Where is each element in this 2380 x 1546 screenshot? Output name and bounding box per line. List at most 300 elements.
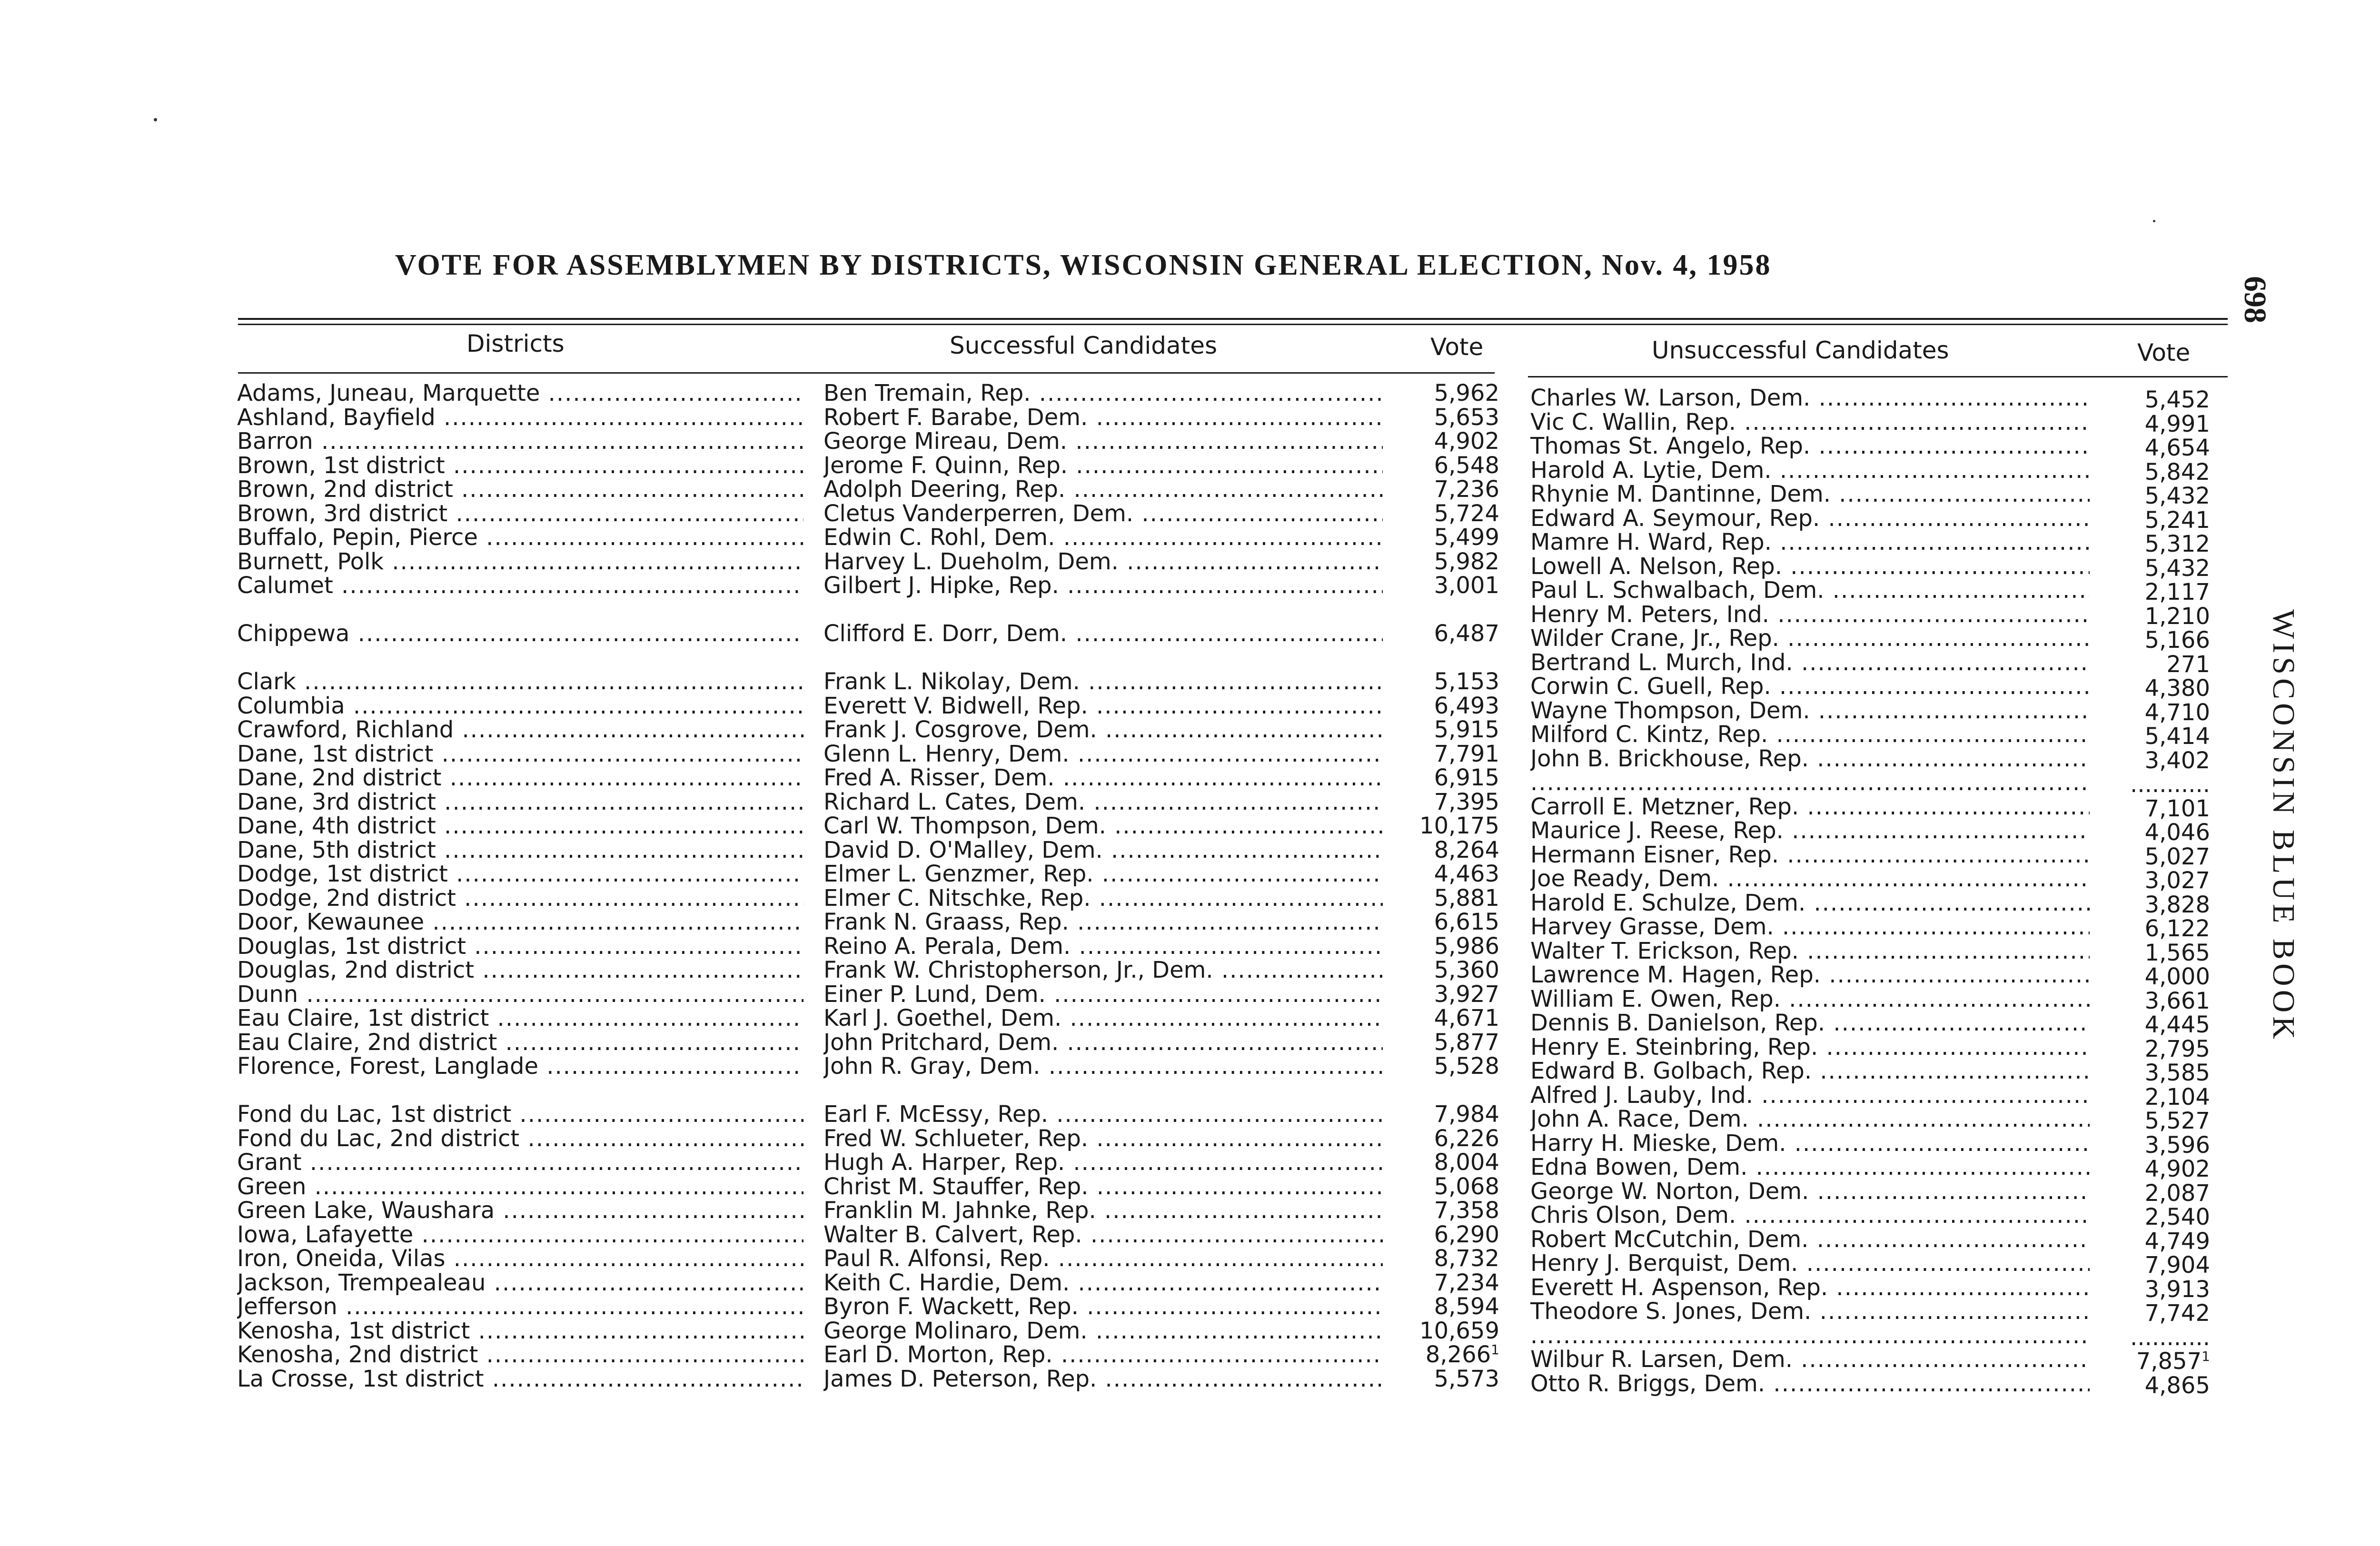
successful-vote-cell bbox=[1390, 669, 1499, 694]
district-cell-text: Calumet bbox=[237, 573, 333, 598]
table-row bbox=[0, 837, 2380, 869]
footnote-marker: 1 bbox=[2202, 1349, 2210, 1364]
unsuccessful-candidate-cell-text: Lowell A. Nelson, Rep. bbox=[1530, 554, 1783, 579]
successful-vote-cell-text: 6,615 bbox=[1434, 910, 1499, 934]
successful-vote-cell-text: 7,791 bbox=[1434, 741, 1499, 766]
page-speck bbox=[2153, 220, 2155, 222]
district-cell-text: Douglas, 1st district bbox=[237, 933, 466, 959]
successful-vote-cell bbox=[1390, 1367, 1499, 1391]
successful-vote-cell bbox=[1390, 813, 1499, 838]
unsuccessful-vote-cell-text: 7,101 bbox=[2144, 796, 2210, 821]
successful-candidate-cell bbox=[823, 1270, 1383, 1295]
table-row bbox=[0, 765, 2380, 797]
successful-candidate-cell bbox=[823, 621, 1383, 646]
successful-candidate-cell-text: Ben Tremain, Rep. bbox=[823, 381, 1031, 406]
table-row bbox=[0, 1174, 2380, 1206]
unsuccessful-candidate-cell-text: Hermann Eisner, Rep. bbox=[1530, 842, 1779, 867]
unsuccessful-vote-cell-text: 2,795 bbox=[2144, 1036, 2210, 1061]
unsuccessful-vote-cell-text: 3,596 bbox=[2144, 1132, 2210, 1158]
successful-candidate-cell-text: Keith C. Hardie, Dem. bbox=[823, 1270, 1070, 1295]
successful-vote-cell-text: 10,175 bbox=[1419, 813, 1499, 838]
successful-candidate-cell-text: Carl W. Thompson, Dem. bbox=[823, 813, 1106, 838]
district-cell-text: Green bbox=[237, 1174, 307, 1199]
successful-candidate-cell bbox=[823, 934, 1383, 959]
successful-vote-cell-text: 8,004 bbox=[1434, 1150, 1499, 1175]
successful-candidate-cell bbox=[823, 1342, 1383, 1367]
successful-vote-cell-text: 8,266 bbox=[1425, 1342, 1491, 1367]
successful-candidate-cell bbox=[823, 405, 1383, 430]
successful-candidate-cell-text: Byron F. Wackett, Rep. bbox=[823, 1294, 1079, 1319]
header-rule-left bbox=[238, 372, 1495, 374]
successful-candidate-cell-text: Fred A. Risser, Dem. bbox=[823, 765, 1055, 790]
unsuccessful-candidate-cell-text: Otto R. Briggs, Dem. bbox=[1530, 1371, 1765, 1396]
district-cell-text: Dane, 5th district bbox=[237, 837, 436, 862]
unsuccessful-vote-cell-text: 3,027 bbox=[2144, 868, 2210, 893]
unsuccessful-vote-cell-text: 4,380 bbox=[2144, 676, 2210, 701]
unsuccessful-candidate-cell-text: Milford C. Kintz, Rep. bbox=[1530, 722, 1768, 747]
header-vote-successful: Vote bbox=[1430, 333, 1484, 361]
successful-candidate-cell-text: Jerome F. Quinn, Rep. bbox=[823, 453, 1068, 478]
successful-candidate-cell-text: Glenn L. Henry, Dem. bbox=[823, 741, 1070, 766]
successful-candidate-cell bbox=[823, 958, 1383, 982]
successful-vote-cell bbox=[1390, 477, 1499, 502]
district-cell bbox=[237, 405, 803, 430]
district-cell-text: Crawford, Richland bbox=[237, 717, 454, 742]
district-cell bbox=[237, 1126, 803, 1151]
unsuccessful-candidate-cell-text: Everett H. Aspenson, Rep. bbox=[1530, 1275, 1828, 1300]
successful-candidate-cell-text: Karl J. Goethel, Dem. bbox=[823, 1006, 1062, 1031]
unsuccessful-candidate-cell-text: Paul L. Schwalbach, Dem. bbox=[1530, 578, 1825, 603]
table-row bbox=[0, 1294, 2380, 1326]
successful-candidate-cell bbox=[823, 1246, 1383, 1271]
successful-vote-cell-text: 6,226 bbox=[1434, 1126, 1499, 1151]
successful-vote-cell-text: 7,984 bbox=[1434, 1102, 1499, 1127]
table-row bbox=[0, 669, 2380, 701]
unsuccessful-candidate-cell-text: Edward A. Seymour, Rep. bbox=[1530, 505, 1820, 531]
unsuccessful-candidate-cell-text: Robert McCutchin, Dem. bbox=[1530, 1227, 1809, 1252]
district-cell-text: Iron, Oneida, Vilas bbox=[237, 1246, 446, 1271]
unsuccessful-vote-cell-text: 5,842 bbox=[2144, 459, 2210, 485]
unsuccessful-vote-cell-text: 1,565 bbox=[2144, 940, 2210, 965]
table-row bbox=[0, 573, 2380, 605]
district-cell-text: Eau Claire, 1st district bbox=[237, 1006, 489, 1031]
unsuccessful-vote-cell-text: 3,661 bbox=[2144, 988, 2210, 1013]
successful-vote-cell bbox=[1390, 838, 1499, 862]
successful-candidate-cell-text: Robert F. Barabe, Dem. bbox=[823, 405, 1088, 430]
unsuccessful-vote-cell-text: 4,445 bbox=[2144, 1012, 2210, 1037]
successful-candidate-cell bbox=[823, 453, 1383, 478]
successful-candidate-cell-text: Gilbert J. Hipke, Rep. bbox=[823, 573, 1059, 598]
header-rule-right bbox=[1528, 376, 2228, 377]
table-row bbox=[0, 501, 2380, 533]
district-cell-text: Clark bbox=[237, 669, 296, 694]
successful-candidate-cell-text: Frank N. Graass, Rep. bbox=[823, 910, 1069, 934]
district-cell bbox=[237, 910, 803, 934]
successful-candidate-cell-text: Frank W. Christopherson, Jr., Dem. bbox=[823, 958, 1213, 982]
table-row bbox=[0, 477, 2380, 508]
unsuccessful-candidate-cell-text: Lawrence M. Hagen, Rep. bbox=[1530, 962, 1821, 987]
successful-vote-cell bbox=[1390, 694, 1499, 718]
unsuccessful-vote-cell-text: 5,432 bbox=[2144, 555, 2210, 581]
unsuccessful-candidate-cell-text: Corwin C. Guell, Rep. bbox=[1530, 674, 1771, 699]
district-cell bbox=[237, 1030, 803, 1055]
successful-vote-cell-text: 7,234 bbox=[1434, 1270, 1499, 1295]
successful-candidate-cell-text: Earl F. McEssy, Rep. bbox=[823, 1102, 1049, 1127]
successful-candidate-cell bbox=[823, 765, 1383, 790]
successful-vote-cell-text: 5,653 bbox=[1434, 405, 1499, 430]
district-cell bbox=[237, 1198, 803, 1223]
successful-candidate-cell-text: Adolph Deering, Rep. bbox=[823, 477, 1066, 502]
successful-candidate-cell-text: Paul R. Alfonsi, Rep. bbox=[823, 1246, 1050, 1271]
unsuccessful-vote-cell-text: 5,312 bbox=[2144, 532, 2210, 556]
successful-vote-cell bbox=[1390, 934, 1499, 959]
unsuccessful-vote-cell-text: 7,904 bbox=[2144, 1253, 2210, 1278]
successful-vote-cell-text: 5,986 bbox=[1434, 933, 1499, 959]
successful-vote-cell-text: 5,881 bbox=[1434, 885, 1499, 911]
table-row bbox=[0, 981, 2380, 1013]
district-cell bbox=[237, 573, 803, 598]
unsuccessful-candidate-cell-text: Bertrand L. Murch, Ind. bbox=[1530, 650, 1793, 675]
successful-vote-cell-text: 6,548 bbox=[1434, 453, 1499, 478]
successful-candidate-cell bbox=[823, 742, 1383, 766]
successful-candidate-cell-text: George Mireau, Dem. bbox=[823, 429, 1068, 454]
successful-candidate-cell bbox=[823, 982, 1383, 1007]
table-row bbox=[0, 1150, 2380, 1181]
successful-candidate-cell bbox=[823, 1030, 1383, 1055]
district-cell-text: Brown, 3rd district bbox=[237, 501, 448, 526]
successful-candidate-cell bbox=[823, 1294, 1383, 1319]
successful-candidate-cell bbox=[823, 1222, 1383, 1247]
successful-vote-cell-text: 5,573 bbox=[1434, 1366, 1499, 1391]
table-row bbox=[0, 1366, 2380, 1398]
successful-vote-cell bbox=[1390, 1174, 1499, 1199]
table-row bbox=[0, 1102, 2380, 1133]
unsuccessful-candidate-cell-text: Harold A. Lytie, Dem. bbox=[1530, 457, 1772, 483]
table-row bbox=[0, 1030, 2380, 1061]
unsuccessful-candidate-cell-text: Walter T. Erickson, Rep. bbox=[1530, 938, 1799, 963]
table-row bbox=[0, 429, 2380, 460]
successful-vote-cell bbox=[1390, 549, 1499, 574]
successful-candidate-cell-text: Richard L. Cates, Dem. bbox=[823, 789, 1086, 814]
successful-vote-cell bbox=[1390, 717, 1499, 742]
district-cell-text: La Crosse, 1st district bbox=[237, 1366, 484, 1391]
successful-vote-cell-text: 5,982 bbox=[1434, 549, 1499, 574]
successful-candidate-cell-text: Harvey L. Dueholm, Dem. bbox=[823, 549, 1119, 574]
district-cell bbox=[237, 1270, 803, 1295]
district-cell bbox=[237, 1150, 803, 1175]
successful-candidate-cell-text: Reino A. Perala, Dem. bbox=[823, 933, 1071, 959]
successful-vote-cell-text: 10,659 bbox=[1419, 1318, 1499, 1343]
successful-candidate-cell-text: Franklin M. Jahnke, Rep. bbox=[823, 1198, 1096, 1223]
unsuccessful-candidate-cell-text: John A. Race, Dem. bbox=[1530, 1107, 1749, 1131]
running-head-book-title: WISCONSIN BLUE BOOK bbox=[2266, 609, 2301, 1043]
successful-candidate-cell bbox=[823, 573, 1383, 598]
successful-candidate-cell-text: Clifford E. Dorr, Dem. bbox=[823, 621, 1068, 646]
table-row bbox=[0, 862, 2380, 893]
unsuccessful-candidate-cell-text: Harvey Grasse, Dem. bbox=[1530, 914, 1774, 939]
successful-candidate-cell bbox=[823, 1198, 1383, 1223]
unsuccessful-vote-cell-text: 2,087 bbox=[2144, 1180, 2210, 1206]
unsuccessful-vote-cell-text: 5,166 bbox=[2144, 628, 2210, 653]
unsuccessful-vote-cell-text: 5,432 bbox=[2144, 484, 2210, 508]
district-cell bbox=[237, 477, 803, 502]
unsuccessful-vote-cell-text: 1,210 bbox=[2144, 604, 2210, 629]
successful-vote-cell bbox=[1390, 1246, 1499, 1271]
table-row bbox=[0, 885, 2380, 917]
unsuccessful-candidate-cell-text: Rhynie M. Dantinne, Dem. bbox=[1530, 482, 1831, 506]
successful-vote-cell-text: 7,236 bbox=[1434, 477, 1499, 502]
successful-candidate-cell-text: Elmer L. Genzmer, Rep. bbox=[823, 862, 1094, 886]
successful-vote-cell-text: 8,594 bbox=[1434, 1294, 1499, 1319]
unsuccessful-candidate-cell-text: Maurice J. Reese, Rep. bbox=[1530, 818, 1784, 843]
successful-vote-cell-text: 3,001 bbox=[1434, 573, 1499, 598]
successful-vote-cell bbox=[1390, 1054, 1499, 1079]
unsuccessful-vote-cell-text: 4,000 bbox=[2144, 964, 2210, 989]
unsuccessful-vote-cell-text: 4,710 bbox=[2144, 700, 2210, 725]
district-cell-text: Buffalo, Pepin, Pierce bbox=[237, 525, 478, 550]
successful-vote-cell bbox=[1390, 453, 1499, 478]
unsuccessful-candidate-cell-text: Henry J. Berquist, Dem. bbox=[1530, 1251, 1798, 1276]
district-cell-text: Green Lake, Waushara bbox=[237, 1198, 495, 1223]
table-row bbox=[0, 1126, 2380, 1158]
successful-vote-cell bbox=[1390, 982, 1499, 1007]
district-cell-text: Kenosha, 2nd district bbox=[237, 1342, 478, 1367]
successful-candidate-cell bbox=[823, 429, 1383, 454]
successful-vote-cell-text: 5,528 bbox=[1434, 1054, 1499, 1079]
successful-candidate-cell-text: Edwin C. Rohl, Dem. bbox=[823, 525, 1055, 550]
unsuccessful-vote-cell-text: 271 bbox=[2166, 652, 2210, 677]
successful-vote-cell bbox=[1390, 621, 1499, 646]
table-row bbox=[0, 1318, 2380, 1350]
unsuccessful-vote-cell-text: 3,913 bbox=[2144, 1277, 2210, 1302]
successful-vote-cell-text: 5,962 bbox=[1434, 381, 1499, 406]
table-row bbox=[0, 910, 2380, 941]
unsuccessful-vote-cell-text: 6,122 bbox=[2144, 916, 2210, 941]
table-row bbox=[0, 717, 2380, 749]
header-successful-candidates: Successful Candidates bbox=[950, 332, 1218, 359]
unsuccessful-candidate-cell bbox=[1530, 1371, 2090, 1396]
district-cell bbox=[237, 694, 803, 718]
unsuccessful-candidate-cell-text: Thomas St. Angelo, Rep. bbox=[1530, 434, 1811, 458]
unsuccessful-candidate-cell-text: Edward B. Golbach, Rep. bbox=[1530, 1059, 1812, 1083]
district-cell bbox=[237, 813, 803, 838]
district-cell-text: Chippewa bbox=[237, 621, 350, 646]
successful-vote-cell-text: 4,671 bbox=[1434, 1006, 1499, 1031]
successful-vote-cell-text: 6,487 bbox=[1434, 621, 1499, 646]
unsuccessful-candidate-cell-text: Theodore S. Jones, Dem. bbox=[1530, 1299, 1812, 1324]
successful-vote-cell bbox=[1390, 405, 1499, 430]
district-cell-text: Douglas, 2nd district bbox=[237, 958, 475, 982]
successful-vote-cell bbox=[1390, 381, 1499, 406]
table-row bbox=[0, 1078, 2380, 1110]
successful-candidate-cell bbox=[823, 1126, 1383, 1151]
successful-vote-cell-text: 5,877 bbox=[1434, 1030, 1499, 1055]
district-cell-text: Brown, 1st district bbox=[237, 453, 445, 478]
successful-vote-cell bbox=[1390, 501, 1499, 526]
district-cell-text: Brown, 2nd district bbox=[237, 477, 453, 502]
successful-candidate-cell bbox=[823, 1174, 1383, 1199]
successful-candidate-cell-text: Everett V. Bidwell, Rep. bbox=[823, 693, 1088, 718]
table-row bbox=[0, 789, 2380, 821]
successful-candidate-cell-text: Hugh A. Harper, Rep. bbox=[823, 1150, 1065, 1175]
district-cell-text: Iowa, Lafayette bbox=[237, 1222, 414, 1247]
successful-vote-cell-text: 3,927 bbox=[1434, 981, 1499, 1007]
successful-vote-cell bbox=[1390, 1270, 1499, 1295]
unsuccessful-vote-cell-text: 2,540 bbox=[2144, 1205, 2210, 1229]
successful-vote-cell bbox=[1390, 1102, 1499, 1127]
unsuccessful-vote-cell-text: 5,241 bbox=[2144, 507, 2210, 533]
successful-candidate-cell bbox=[823, 694, 1383, 718]
district-cell bbox=[237, 381, 803, 406]
successful-candidate-cell-text: Elmer C. Nitschke, Rep. bbox=[823, 885, 1091, 911]
district-cell bbox=[237, 1367, 803, 1391]
unsuccessful-candidate-cell-text: John B. Brickhouse, Rep. bbox=[1530, 746, 1809, 771]
district-cell bbox=[237, 621, 803, 646]
district-cell-text: Eau Claire, 2nd district bbox=[237, 1030, 497, 1055]
district-cell-text: Burnett, Polk bbox=[237, 549, 384, 574]
successful-vote-cell bbox=[1390, 1318, 1499, 1343]
table-row bbox=[0, 693, 2380, 725]
top-rule bbox=[238, 318, 2228, 320]
successful-vote-cell-text: 6,290 bbox=[1434, 1222, 1499, 1247]
successful-vote-cell bbox=[1390, 742, 1499, 766]
district-cell bbox=[237, 982, 803, 1007]
unsuccessful-vote-cell-text: ........... bbox=[2130, 772, 2210, 797]
successful-candidate-cell-text: Cletus Vanderperren, Dem. bbox=[823, 501, 1134, 526]
unsuccessful-vote-cell-text: 4,046 bbox=[2144, 820, 2210, 845]
district-cell-text: Ashland, Bayfield bbox=[237, 405, 436, 430]
district-cell-text: Dane, 1st district bbox=[237, 741, 434, 766]
successful-candidate-cell bbox=[823, 1102, 1383, 1127]
district-cell bbox=[237, 1318, 803, 1343]
district-cell-text: Jackson, Trempealeau bbox=[237, 1270, 486, 1295]
header-vote-unsuccessful: Vote bbox=[2137, 339, 2191, 367]
successful-vote-cell-text: 5,915 bbox=[1434, 717, 1499, 742]
district-cell bbox=[237, 886, 803, 911]
table-row bbox=[0, 813, 2380, 845]
table-row bbox=[0, 1054, 2380, 1085]
district-cell bbox=[237, 1246, 803, 1271]
successful-candidate-cell-text: John Pritchard, Dem. bbox=[823, 1030, 1059, 1055]
successful-vote-cell-text: 7,395 bbox=[1434, 789, 1499, 814]
successful-candidate-cell bbox=[823, 1054, 1383, 1079]
successful-vote-cell bbox=[1390, 765, 1499, 790]
successful-candidate-cell bbox=[823, 549, 1383, 574]
successful-candidate-cell-text: Fred W. Schlueter, Rep. bbox=[823, 1126, 1089, 1151]
successful-candidate-cell-text: Earl D. Morton, Rep. bbox=[823, 1342, 1053, 1367]
table-row bbox=[0, 741, 2380, 773]
successful-candidate-cell bbox=[823, 669, 1383, 694]
table-row bbox=[0, 381, 2380, 412]
successful-candidate-cell-text: George Molinaro, Dem. bbox=[823, 1318, 1088, 1343]
unsuccessful-candidate-cell-text: Henry M. Peters, Ind. bbox=[1530, 602, 1770, 627]
successful-vote-cell-text: 5,153 bbox=[1434, 669, 1499, 694]
successful-candidate-cell bbox=[823, 886, 1383, 911]
district-cell-text: Fond du Lac, 1st district bbox=[237, 1102, 512, 1127]
unsuccessful-candidate-cell-text: Wilbur R. Larsen, Dem. bbox=[1530, 1347, 1793, 1372]
unsuccessful-candidate-cell-text: Harold E. Schulze, Dem. bbox=[1530, 890, 1806, 915]
district-cell bbox=[237, 669, 803, 694]
table-row bbox=[0, 1270, 2380, 1302]
successful-vote-cell bbox=[1390, 910, 1499, 934]
successful-vote-cell bbox=[1390, 1006, 1499, 1031]
district-cell-text: Dodge, 1st district bbox=[237, 862, 448, 886]
successful-candidate-cell-text: Einer P. Lund, Dem. bbox=[823, 981, 1046, 1007]
district-cell-text: Jefferson bbox=[237, 1294, 337, 1319]
unsuccessful-vote-cell-text: 2,104 bbox=[2144, 1084, 2210, 1110]
district-cell-text: Florence, Forest, Langlade bbox=[237, 1054, 538, 1079]
district-cell bbox=[237, 1102, 803, 1127]
district-cell bbox=[237, 742, 803, 766]
successful-vote-cell bbox=[1390, 1198, 1499, 1223]
successful-vote-cell bbox=[1390, 958, 1499, 982]
successful-vote-cell-text: 5,360 bbox=[1434, 958, 1499, 982]
district-cell bbox=[237, 1222, 803, 1247]
unsuccessful-candidate-cell-text: Edna Bowen, Dem. bbox=[1530, 1155, 1748, 1179]
unsuccessful-vote-cell-text: 5,527 bbox=[2144, 1109, 2210, 1133]
unsuccessful-candidate-cell-text: Wilder Crane, Jr., Rep. bbox=[1530, 626, 1779, 651]
successful-vote-cell bbox=[1390, 1342, 1499, 1367]
district-cell-text: Kenosha, 1st district bbox=[237, 1318, 470, 1343]
table-row bbox=[0, 1342, 2380, 1374]
district-cell-text: Barron bbox=[237, 429, 313, 454]
page-speck bbox=[154, 118, 157, 121]
successful-vote-cell bbox=[1390, 1126, 1499, 1151]
district-cell-text: Fond du Lac, 2nd district bbox=[237, 1126, 520, 1151]
unsuccessful-candidate-cell-text: Wayne Thompson, Dem. bbox=[1530, 698, 1810, 723]
district-cell bbox=[237, 501, 803, 526]
unsuccessful-candidate-cell-text: William E. Owen, Rep. bbox=[1530, 986, 1781, 1011]
table-row bbox=[0, 405, 2380, 436]
district-cell bbox=[237, 934, 803, 959]
table-row bbox=[0, 1006, 2380, 1037]
election-table bbox=[0, 381, 2380, 1398]
table-row bbox=[0, 1222, 2380, 1254]
district-cell-text: Dunn bbox=[237, 981, 298, 1007]
unsuccessful-candidate-cell-text: Vic C. Wallin, Rep. bbox=[1530, 409, 1736, 435]
table-row bbox=[0, 453, 2380, 485]
district-cell bbox=[237, 429, 803, 454]
unsuccessful-vote-cell-text: 4,902 bbox=[2144, 1157, 2210, 1181]
district-cell bbox=[237, 1174, 803, 1199]
unsuccessful-vote-cell-text: 3,585 bbox=[2144, 1060, 2210, 1085]
district-cell bbox=[237, 790, 803, 814]
table-row bbox=[0, 645, 2380, 677]
successful-candidate-cell-text: Christ M. Stauffer, Rep. bbox=[823, 1174, 1089, 1199]
district-cell bbox=[237, 717, 803, 742]
table-row bbox=[0, 621, 2380, 653]
successful-candidate-cell bbox=[823, 477, 1383, 502]
table-row bbox=[0, 549, 2380, 581]
unsuccessful-candidate-cell-text: Mamre H. Ward, Rep. bbox=[1530, 530, 1772, 555]
successful-candidate-cell bbox=[823, 525, 1383, 550]
district-cell-text: Door, Kewaunee bbox=[237, 910, 425, 934]
successful-candidate-cell-text: Frank J. Cosgrove, Dem. bbox=[823, 717, 1097, 742]
unsuccessful-vote-cell-text: 3,402 bbox=[2144, 748, 2210, 773]
successful-vote-cell-text: 8,732 bbox=[1434, 1246, 1499, 1271]
district-cell-text: Dane, 4th district bbox=[237, 813, 436, 838]
district-cell bbox=[237, 1342, 803, 1367]
unsuccessful-candidate-cell-text: Charles W. Larson, Dem. bbox=[1530, 386, 1811, 410]
top-rule-double bbox=[238, 324, 2228, 325]
district-cell-text: Grant bbox=[237, 1150, 302, 1175]
unsuccessful-candidate-cell-text: Dennis B. Danielson, Rep. bbox=[1530, 1011, 1825, 1035]
unsuccessful-candidate-cell-text: Alfred J. Lauby, Ind. bbox=[1530, 1082, 1753, 1108]
unsuccessful-vote-cell-text: 2,117 bbox=[2144, 580, 2210, 605]
unsuccessful-vote-cell-text: 5,027 bbox=[2144, 844, 2210, 869]
successful-vote-cell bbox=[1390, 1222, 1499, 1247]
successful-vote-cell bbox=[1390, 1030, 1499, 1055]
